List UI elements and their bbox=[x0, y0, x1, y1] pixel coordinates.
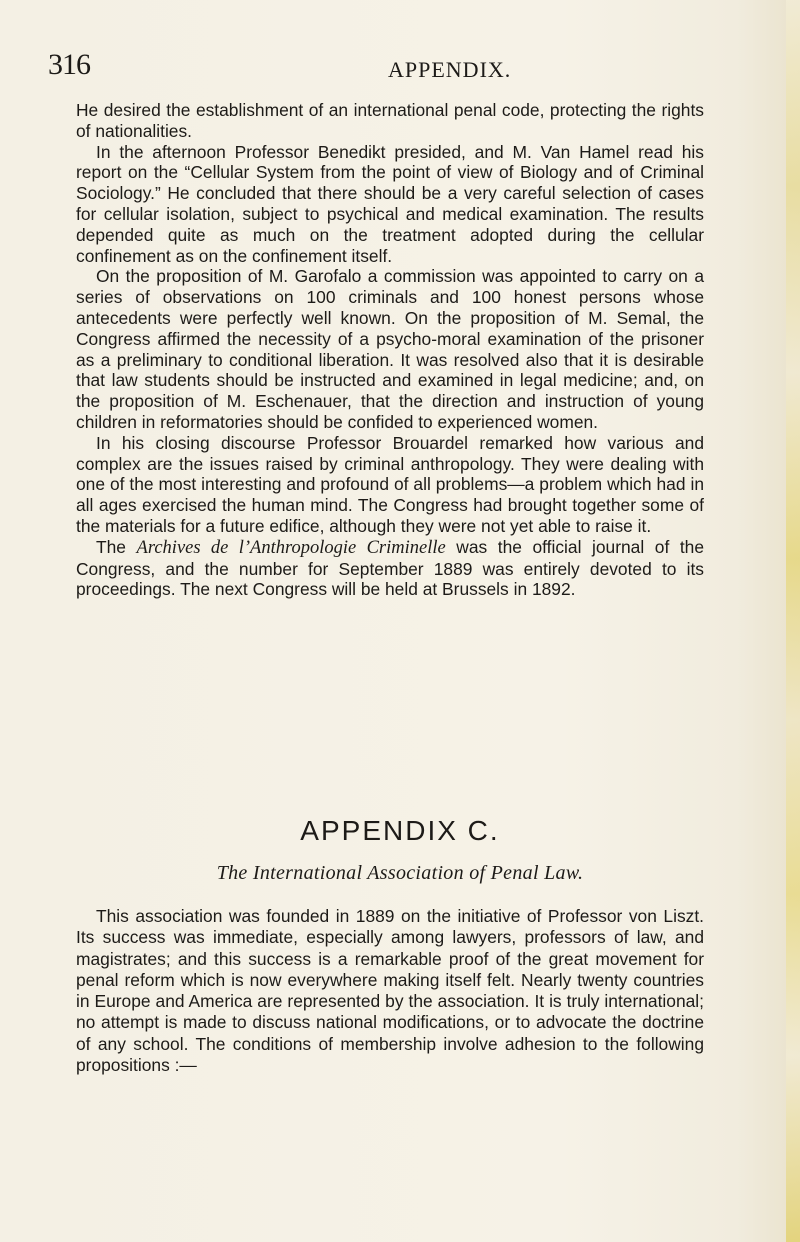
body-text bbox=[76, 100, 704, 600]
paragraph-2: In the afternoon Professor Benedikt presided, and M. Van Hamel read his report on the “Cellular System from the point of view of Biology and of Criminal Sociology.” He concluded that there should be a very careful selection of cases for cellular isolation, subject to psychical and medical examination. The results depended quite as much on the treatment adopted during the cellular confinement as on the confinement itself. bbox=[76, 141, 704, 266]
paragraph-5-start: The bbox=[96, 536, 126, 557]
paragraph-3: On the proposition of M. Garofalo a commission was appointed to carry on a series of observations on 100 criminals and 100 honest persons whose antecedents were perfectly well known. On the proposition of M. Semal, the Congress affirmed the necessity of a psycho-moral examination of the prisoner as a preliminary to conditional liberation. It was resolved also that it is desirable that law students should be instructed and examined in legal medicine; and, on the proposition of M. Eschenauer, that the direction and instruction of young children in reformatories should be confided to experienced women. bbox=[76, 266, 704, 432]
page-number: 316 bbox=[48, 48, 90, 81]
appendix-heading: APPENDIX C. bbox=[300, 815, 500, 846]
appendix-paragraph: This association was founded in 1889 on the initiative of Professor von Liszt. Its success was immediate, especially among lawyers, professors of law, and magistrates; and this success is a remarkable proof of the great movement for penal reform which is now everywhere making itself felt. Nearly twenty countries in Europe and America are represented by the association. It is truly international; no attempt is made to discuss national modifications, or to advocate the doctrine of any school. The conditions of membership involve adhesion to the following propositions :— bbox=[76, 906, 704, 1076]
paragraph-1: He desired the establishment of an international penal code, protecting the rights of nationalities. bbox=[76, 100, 704, 141]
appendix-subtitle: The International Association of Penal Law. bbox=[216, 862, 584, 884]
paragraph-5 bbox=[76, 537, 704, 600]
page-edge-stain bbox=[786, 0, 800, 1242]
running-head: APPENDIX. bbox=[388, 57, 512, 82]
paragraph-4: In his closing discourse Professor Brouardel remarked how various and complex are the issues raised by criminal anthropology. They were dealing with one of the most interesting and profound of all problems—a problem which had in all ages exercised the human mind. The Congress had brought together some of the materials for a future edifice, although they were not yet able to raise it. bbox=[76, 432, 704, 536]
appendix-text bbox=[76, 906, 704, 1076]
journal-title: Archives de l’Anthropologie Criminelle bbox=[136, 537, 446, 558]
page-header bbox=[48, 48, 748, 88]
paragraph-5-end: was the official journal of the Congress, and the number for September 1889 was entirely devoted to its proceedings. The next Congress will be held at Brussels in 1892. bbox=[76, 536, 704, 600]
